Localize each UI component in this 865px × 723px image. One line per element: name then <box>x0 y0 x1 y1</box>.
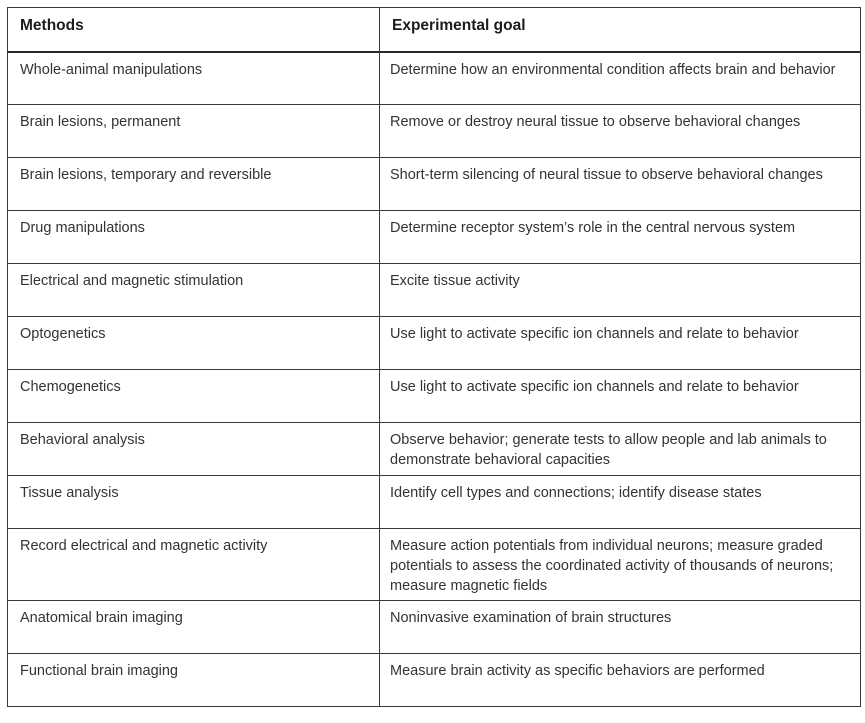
goal-cell: Determine how an environmental condition affects brain and behavior <box>380 52 861 105</box>
goal-cell: Short-term silencing of neural tissue to observe behavioral changes <box>380 158 861 211</box>
method-cell: Whole-animal manipulations <box>8 52 380 105</box>
table-row <box>8 105 861 158</box>
goal-cell: Excite tissue activity <box>380 264 861 317</box>
methods-table <box>7 7 861 707</box>
method-cell: Drug manipulations <box>8 211 380 264</box>
method-cell: Brain lesions, permanent <box>8 105 380 158</box>
goal-cell: Determine receptor system’s role in the central nervous system <box>380 211 861 264</box>
method-cell: Functional brain imaging <box>8 654 380 707</box>
method-cell: Electrical and magnetic stimulation <box>8 264 380 317</box>
method-cell: Brain lesions, temporary and reversible <box>8 158 380 211</box>
method-cell: Chemogenetics <box>8 370 380 423</box>
methods-table-container <box>7 7 860 707</box>
table-row <box>8 529 861 601</box>
table-header-row <box>8 8 861 52</box>
header-methods: Methods <box>8 8 380 52</box>
table-row <box>8 264 861 317</box>
goal-cell: Use light to activate specific ion channels and relate to behavior <box>380 370 861 423</box>
method-cell: Tissue analysis <box>8 476 380 529</box>
method-cell: Optogenetics <box>8 317 380 370</box>
table-row <box>8 370 861 423</box>
goal-cell: Noninvasive examination of brain structures <box>380 601 861 654</box>
goal-cell: Measure brain activity as specific behaviors are performed <box>380 654 861 707</box>
goal-cell: Use light to activate specific ion channels and relate to behavior <box>380 317 861 370</box>
header-experimental-goal: Experimental goal <box>380 8 861 52</box>
table-row <box>8 211 861 264</box>
table-row <box>8 158 861 211</box>
method-cell: Anatomical brain imaging <box>8 601 380 654</box>
table-row <box>8 317 861 370</box>
table-row <box>8 52 861 105</box>
table-row <box>8 654 861 707</box>
table-row <box>8 423 861 476</box>
method-cell: Behavioral analysis <box>8 423 380 476</box>
goal-cell: Remove or destroy neural tissue to observe behavioral changes <box>380 105 861 158</box>
table-row <box>8 601 861 654</box>
goal-cell: Identify cell types and connections; identify disease states <box>380 476 861 529</box>
goal-cell: Observe behavior; generate tests to allow people and lab animals to demonstrate behavioral capacities <box>380 423 861 476</box>
method-cell: Record electrical and magnetic activity <box>8 529 380 601</box>
goal-cell: Measure action potentials from individual neurons; measure graded potentials to assess the coordinated activity of thousands of neurons; measure magnetic fields <box>380 529 861 601</box>
table-row <box>8 476 861 529</box>
